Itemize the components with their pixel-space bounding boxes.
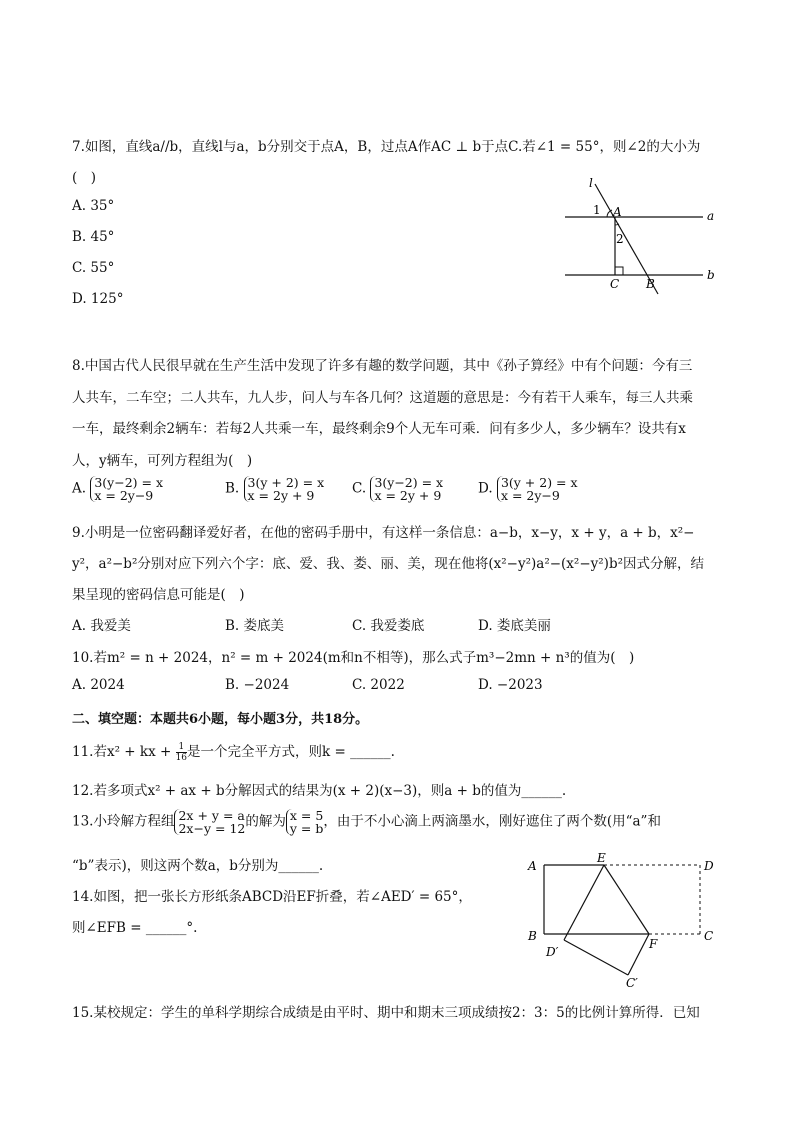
q10-option-a: A. 2024 (72, 677, 125, 693)
q9-line3: 果呈现的密码信息可能是( ) (72, 587, 245, 603)
q7-figure (555, 172, 730, 297)
q14-line1: 14.如图，把一张长方形纸条ABCD沿EF折叠，若∠AED′ = 65°， (72, 889, 472, 905)
q7-option-c: C. 55° (72, 260, 115, 276)
q14-figure (520, 848, 725, 988)
q8-option-b: B. 3(y + 2) = x x = 2y + 9 (225, 475, 325, 503)
fig7-label-2: 2 (616, 232, 624, 246)
fig7-label-A: A (613, 205, 622, 219)
q9-option-b: B. 娄底美 (225, 618, 285, 634)
q10-option-c: C. 2022 (352, 677, 405, 693)
fig14-label-C-prime: C′ (626, 976, 638, 988)
q9-option-a: A. 我爱美 (72, 618, 131, 634)
q9-option-c: C. 我爱娄底 (352, 618, 425, 634)
fig14-label-D: D (704, 859, 714, 873)
q8-option-d: D. 3(y + 2) = x x = 2y−9 (478, 475, 578, 503)
fig7-label-C: C (610, 277, 620, 291)
q7-option-a: A. 35° (72, 198, 115, 214)
fig14-label-B: B (528, 929, 537, 943)
q9-line2: y²，a²−b²分别对应下列六个字：底、爱、我、娄、丽、美，现在他将(x²−y²)a²−(x²−y²)b²因式分解，结 (72, 556, 705, 572)
q8-line2: 人共车，二车空；二人共车，九人步，问人与车各几何？这道题的意思是：今有若干人乘车，每三人共乘 (72, 390, 693, 406)
q12: 12.若多项式x² + ax + b分解因式的结果为(x + 2)(x−3)，则a + b的值为______. (72, 783, 567, 799)
q10-option-b: B. −2024 (225, 677, 290, 693)
q9-option-d: D. 娄底美丽 (478, 618, 551, 634)
fig7-label-a: a (707, 209, 715, 223)
q13-line2: “b”表示)，则这两个数a，b分别为______. (72, 858, 324, 874)
q9-line1: 9.小明是一位密码翻译爱好者，在他的密码手册中，有这样一条信息：a−b，x−y，x + y，a + b，x²− (72, 525, 695, 541)
q10-option-d: D. −2023 (478, 677, 543, 693)
q8-option-c: C. 3(y−2) = x x = 2y + 9 (352, 475, 444, 503)
fig14-label-A: A (528, 859, 537, 873)
q15-line1: 15.某校规定：学生的单科学期综合成绩是由平时、期中和期末三项成绩按2：3：5的比例计算所得．已知 (72, 1005, 700, 1021)
q7-option-b: B. 45° (72, 229, 115, 245)
q8-option-a: A. 3(y−2) = x x = 2y−9 (72, 475, 164, 503)
section-title: 二、填空题：本题共6小题，每小题3分，共18分。 (72, 712, 369, 727)
q7-stem: 7.如图，直线a//b，直线l与a，b分别交于点A，B，过点A作AC ⊥ b于点C.若∠1 = 55°，则∠2的大小为 (72, 139, 701, 155)
q13-line1: 13.小玲解方程组 2x + y = a 2x−y = 12的解为 x = 5 y = b，由于不小心滴上两滴墨水，刚好遮住了两个数(用“a”和 (72, 808, 661, 836)
q8-line4: 人，y辆车，可列方程组为( ) (72, 453, 253, 469)
q7-option-d: D. 125° (72, 291, 124, 307)
fig7-label-B: B (646, 277, 655, 291)
fig14-label-E: E (597, 851, 606, 865)
q14-line2: 则∠EFB = ______°. (72, 920, 198, 936)
fig14-label-C: C (704, 929, 714, 943)
fig14-label-D-prime: D′ (546, 945, 559, 959)
q11: 11.若x² + kx + $\frac{1}{16}$ 是一个完全平方式，则k = ______. (72, 742, 395, 763)
q8-line3: 一车，最终剩余2辆车：若每2人共乘一车，最终剩余9个人无车可乘．问有多少人，多少辆车？设共有x (72, 421, 686, 437)
q8-line1: 8.中国古代人民很早就在生产生活中发现了许多有趣的数学问题，其中《孙子算经》中有个问题：今有三 (72, 358, 693, 374)
q10-stem: 10.若m² = n + 2024，n² = m + 2024(m和n不相等)，那么式子m³−2mn + n³的值为( ) (72, 650, 635, 666)
fig14-label-F: F (649, 937, 658, 951)
fig7-label-l: l (589, 176, 593, 190)
q7-paren: ( ) (72, 170, 97, 186)
fig7-label-b: b (707, 268, 715, 282)
fig7-label-1: 1 (593, 203, 601, 217)
